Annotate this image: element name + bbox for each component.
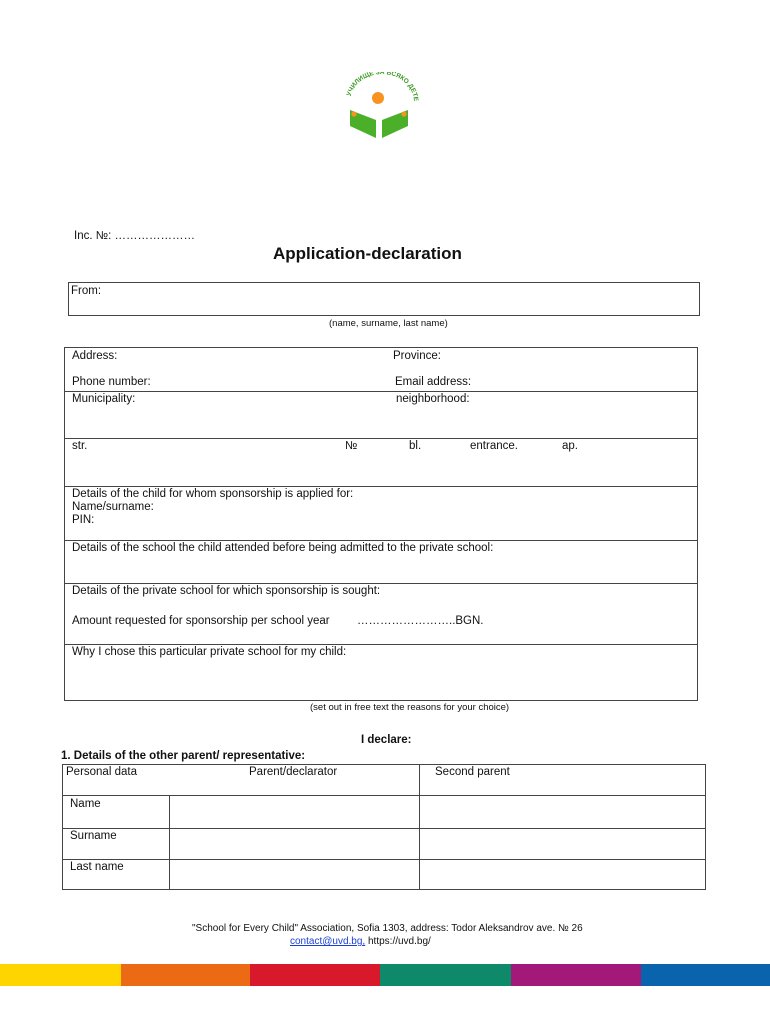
color-stripe-purple bbox=[511, 964, 641, 986]
second-parent-surname-cell[interactable] bbox=[420, 829, 705, 858]
child-name-label: Name/surname: bbox=[72, 501, 154, 513]
footer-email-link[interactable]: contact@uvd.bg, bbox=[290, 936, 366, 947]
parent-lastname-cell[interactable] bbox=[170, 860, 418, 889]
parent-name-cell[interactable] bbox=[170, 796, 418, 827]
parent-surname-cell[interactable] bbox=[170, 829, 418, 858]
page-title: Application-declaration bbox=[273, 244, 462, 263]
table-row-label: Surname bbox=[70, 830, 117, 842]
color-stripe-green bbox=[380, 964, 511, 986]
province-label: Province: bbox=[393, 350, 441, 362]
color-stripe-orange bbox=[121, 964, 250, 986]
divider bbox=[64, 540, 698, 541]
logo-arc-text: УЧИЛИЩЕ ЗА ВСЯКО ДЕТЕ bbox=[345, 72, 420, 102]
from-label: From: bbox=[71, 285, 102, 297]
declare-title: I declare: bbox=[361, 734, 412, 746]
previous-school-label: Details of the school the child attended before being admitted to the private school: bbox=[72, 542, 494, 554]
footer-contacts bbox=[290, 936, 431, 947]
footer-website[interactable]: https://uvd.bg/ bbox=[367, 936, 431, 947]
table-header: Personal data bbox=[66, 766, 137, 778]
table-row-label: Last name bbox=[70, 861, 124, 873]
color-stripe-red bbox=[250, 964, 380, 986]
incoming-number: Inc. №: ………………… bbox=[74, 230, 195, 242]
table-row-label: Name bbox=[70, 798, 101, 810]
footer-address: "School for Every Child" Association, Sofia 1303, address: Todor Aleksandrov ave. № 26 bbox=[192, 923, 583, 934]
why-label: Why I chose this particular private school for my child: bbox=[72, 646, 347, 658]
child-pin-label: PIN: bbox=[72, 514, 95, 526]
private-school-label: Details of the private school for which sponsorship is sought: bbox=[72, 585, 381, 597]
phone-label: Phone number: bbox=[72, 376, 151, 388]
second-parent-lastname-cell[interactable] bbox=[420, 860, 705, 889]
address-label: Address: bbox=[72, 350, 118, 362]
table-header: Second parent bbox=[435, 766, 510, 778]
color-stripe-blue bbox=[641, 964, 770, 986]
logo-graphic bbox=[340, 72, 424, 144]
number-label: № bbox=[345, 440, 358, 452]
divider bbox=[64, 644, 698, 645]
divider bbox=[64, 486, 698, 487]
entrance-label: entrance. bbox=[470, 440, 518, 452]
amount-label: Amount requested for sponsorship per school year bbox=[72, 615, 330, 627]
divider bbox=[64, 583, 698, 584]
divider bbox=[64, 391, 698, 392]
table-header: Parent/declarator bbox=[249, 766, 338, 778]
neighborhood-label: neighborhood: bbox=[396, 393, 470, 405]
from-field[interactable] bbox=[68, 282, 700, 316]
second-parent-name-cell[interactable] bbox=[420, 796, 705, 827]
from-caption: (name, surname, last name) bbox=[329, 318, 448, 329]
amount-value[interactable]: ……………………..BGN. bbox=[357, 615, 484, 627]
child-details-label: Details of the child for whom sponsorship is applied for: bbox=[72, 488, 354, 500]
divider bbox=[64, 438, 698, 439]
color-stripe-yellow bbox=[0, 964, 121, 986]
street-label: str. bbox=[72, 440, 88, 452]
why-caption: (set out in free text the reasons for your choice) bbox=[310, 702, 510, 713]
apartment-label: ap. bbox=[562, 440, 578, 452]
email-label: Email address: bbox=[395, 376, 472, 388]
section-heading: 1. Details of the other parent/ representative: bbox=[61, 750, 306, 762]
association-logo bbox=[340, 72, 424, 144]
municipality-label: Municipality: bbox=[72, 393, 136, 405]
block-label: bl. bbox=[409, 440, 422, 452]
